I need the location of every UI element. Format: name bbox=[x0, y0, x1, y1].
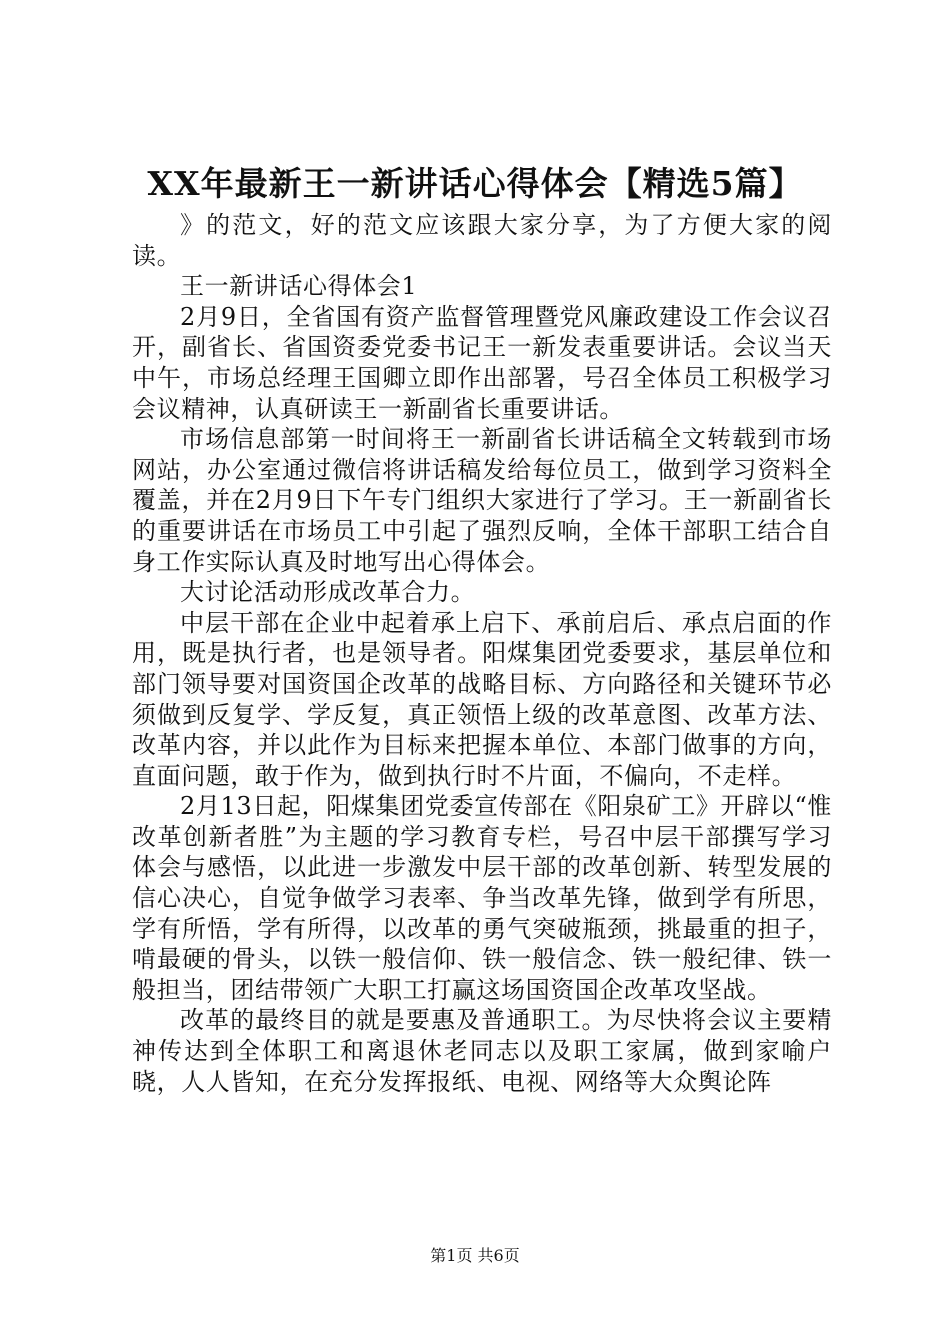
paragraph-feb-13: 2月13日起，阳煤集团党委宣传部在《阳泉矿工》开辟以“惟改革创新者胜”为主题的学习教育专栏，号召中层干部撰写学习体会与感悟，以此进一步激发中层干部的改革创新、转型发展的信心决心，自觉争做学习表率、争当改革先锋，做到学有所思，学有所悟，学有所得，以改革的勇气突破瓶颈，挑最重的担子，啃最硬的骨头，以铁一般信仰、铁一般信念、铁一般纪律、铁一般担当，团结带领广大职工打赢这场国资国企改革攻坚战。 bbox=[132, 792, 832, 1004]
paragraph-section-heading: 王一新讲话心得体会1 bbox=[180, 272, 418, 301]
page-footer: 第1页 共6页 bbox=[430, 1246, 520, 1265]
paragraph-information-dept: 市场信息部第一时间将王一新副省长讲话稿全文转载到市场网站，办公室通过微信将讲话稿发给每位员工，做到学习资料全覆盖，并在2月9日下午专门组织大家进行了学习。王一新副省长的重要讲话在市场员工中引起了强烈反响，全体干部职工结合自身工作实际认真及时地写出心得体会。 bbox=[132, 425, 832, 576]
paragraph-discussion: 大讨论活动形成改革合力。 bbox=[180, 578, 476, 607]
paragraph-reform-goal: 改革的最终目的就是要惠及普通职工。为尽快将会议主要精神传达到全体职工和离退休老同志以及职工家属，做到家喻户晓，人人皆知，在充分发挥报纸、电视、网络等大众舆论阵 bbox=[132, 1006, 832, 1096]
paragraph-intro: 》的范文，好的范文应该跟大家分享，为了方便大家的阅读。 bbox=[132, 211, 832, 270]
document-title: XX年最新王一新讲话心得体会【精选5篇】 bbox=[147, 164, 803, 203]
document-body bbox=[132, 210, 832, 1097]
paragraph-middle-cadres: 中层干部在企业中起着承上启下、承前启后、承点启面的作用，既是执行者，也是领导者。阳煤集团党委要求，基层单位和部门领导要对国资国企改革的战略目标、方向路径和关键环节必须做到反复学、学反复，真正领悟上级的改革意图、改革方法、改革内容，并以此作为目标来把握本单位、本部门做事的方向，直面问题，敢于作为，做到执行时不片面，不偏向，不走样。 bbox=[132, 608, 832, 790]
paragraph-meeting: 2月9日，全省国有资产监督管理暨党风廉政建设工作会议召开，副省长、省国资委党委书记王一新发表重要讲话。会议当天中午，市场总经理王国卿立即作出部署，号召全体员工积极学习会议精神，认真研读王一新副省长重要讲话。 bbox=[132, 302, 832, 423]
